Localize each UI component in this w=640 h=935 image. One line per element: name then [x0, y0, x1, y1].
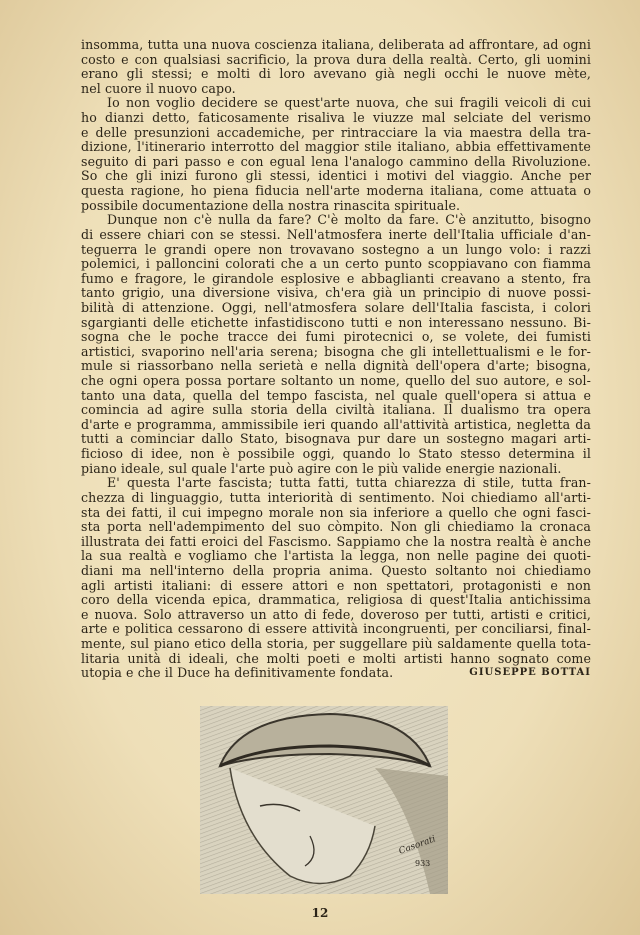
text-line: nel cuore il nuovo capo.	[81, 80, 236, 96]
text-line: sta porta nell'adempimento del suo còmpito. Non gli chiediamo la cronaca	[81, 519, 591, 535]
text-line: arte e politica cessarono di essere attività incongruenti, per conciliarsi, final-	[81, 621, 591, 637]
text-line: possibile documentazione della nostra rinascita spirituale.	[81, 197, 461, 213]
text-line: d'arte e programma, ammissibile ieri quando all'attività artistica, negletta da	[81, 416, 591, 432]
closing-line	[81, 666, 591, 681]
portrait-sketch	[200, 706, 448, 894]
text-line: agli artisti italiani: di essere attori e non spettatori, protagonisti e non	[81, 577, 591, 593]
text-line: ho dianzi detto, faticosamente risaliva le viuzze mal selciate del verismo	[81, 110, 591, 126]
closing-text: utopia e che il Duce ha definitivamente fondata.	[81, 665, 394, 681]
artist-signature: Casorati	[397, 834, 438, 857]
author-name: GIUSEPPE BOTTAI	[469, 667, 591, 679]
text-line: tanto una data, quella del tempo fascista, nel quale quell'opera si attua e	[81, 387, 591, 403]
text-line: di essere chiari con se stessi. Nell'atmosfera inerte dell'Italia ufficiale d'an-	[81, 226, 591, 242]
text-line: tanto grigio, una diversione visiva, ch'era già un principio di nuove possi-	[81, 285, 591, 301]
text-line: So che gli inizi furono gli stessi, identici i motivi del viaggio. Anche per	[81, 168, 591, 184]
text-line: dizione, l'itinerario interrotto del maggior stile italiano, abbia effettivamente	[81, 139, 591, 155]
text-line: teguerra le grandi opere non trovavano sostegno a un lungo volo: i razzi	[81, 241, 591, 257]
text-line: questa ragione, ho piena fiducia nell'arte moderna italiana, come attuata o	[81, 183, 591, 199]
text-line: illustrata dei fatti eroici del Fascismo. Sappiamo che la nostra realtà è anche	[81, 533, 591, 549]
text-line: che ogni opera possa portare soltanto un nome, quello del suo autore, e sol-	[81, 373, 591, 389]
text-line: litaria unità di ideali, che molti poeti e molti artisti hanno sognato come	[81, 650, 591, 666]
signature-year: 933	[415, 859, 431, 868]
text-line: chezza di linguaggio, tutta interiorità di sentimento. Noi chiediamo all'arti-	[81, 489, 591, 505]
text-line: comincia ad agire sulla storia della civiltà italiana. Il dualismo tra opera	[81, 402, 591, 418]
text-line: ficioso di idee, non è possibile oggi, quando lo Stato stesso determina il	[81, 446, 591, 462]
text-line: sgargianti delle etichette infastidiscono tutti e non interessano nessuno. Bi-	[81, 314, 591, 330]
text-line: erano gli stessi; e molti di loro avevano già negli occhi le nuove mète,	[81, 66, 591, 82]
text-line: e nuova. Solo attraverso un atto di fede, doveroso per tutti, artisti e critici,	[81, 606, 591, 622]
text-line: Dunque non c'è nulla da fare? C'è molto da fare. C'è anzitutto, bisogno	[107, 212, 591, 228]
text-line: piano ideale, sul quale l'arte può agire con le più valide energie nazionali.	[81, 460, 562, 476]
text-line: insomma, tutta una nuova coscienza italiana, deliberata ad affrontare, ad ogni	[81, 37, 591, 52]
text-line: tutti a cominciar dallo Stato, bisognava pur dare un sostegno magari arti-	[81, 431, 591, 447]
text-line: polemici, i palloncini colorati che a un certo punto scoppiavano con fiamma	[81, 256, 591, 272]
text-line: costo e con qualsiasi sacrificio, la prova dura della realtà. Certo, gli uomini	[81, 51, 591, 67]
text-line: E' questa l'arte fascista; tutta fatti, tutta chiarezza di stile, tutta fran-	[107, 475, 591, 491]
text-line: e delle presunzioni accademiche, per rintracciare la via maestra della tra-	[81, 124, 591, 140]
text-line: diani ma nell'interno della propria anima. Questo soltanto noi chiediamo	[81, 562, 591, 578]
text-line: mule si riassorbano nella serietà e nella dignità dell'opera d'arte; bisogna,	[81, 358, 591, 374]
text-line: Io non voglio decidere se quest'arte nuova, che sui fragili veicoli di cui	[107, 95, 591, 111]
text-line: fumo e fragore, le girandole esplosive e abbaglianti creavano a stento, fra	[81, 270, 591, 286]
text-line: sta dei fatti, il cui impegno morale non sia inferiore a quello che ogni fasci-	[81, 504, 591, 520]
text-line: mente, sul piano etico della storia, per suggellare più saldamente quella tota-	[81, 635, 591, 651]
illustration-portrait-drawing	[200, 706, 448, 894]
text-line: seguito di pari passo e con egual lena l'analogo cammino della Rivoluzione.	[81, 153, 591, 169]
page-number: 12	[311, 906, 329, 920]
text-line: bilità di attenzione. Oggi, nell'atmosfera solare dell'Italia fascista, i colori	[81, 299, 591, 315]
text-line: sogna che le poche tracce dei fumi pirotecnici o, se volete, dei fumisti	[81, 329, 591, 345]
text-line: la sua realtà e vogliamo che l'artista la legga, non nelle pagine dei quoti-	[81, 548, 591, 564]
article-body	[81, 38, 591, 681]
text-line: coro della vicenda epica, drammatica, religiosa di quest'Italia antichissima	[81, 592, 591, 608]
text-line: artistici, svaporino nell'aria serena; bisogna che gli intellettualismi e le for-	[81, 343, 591, 359]
